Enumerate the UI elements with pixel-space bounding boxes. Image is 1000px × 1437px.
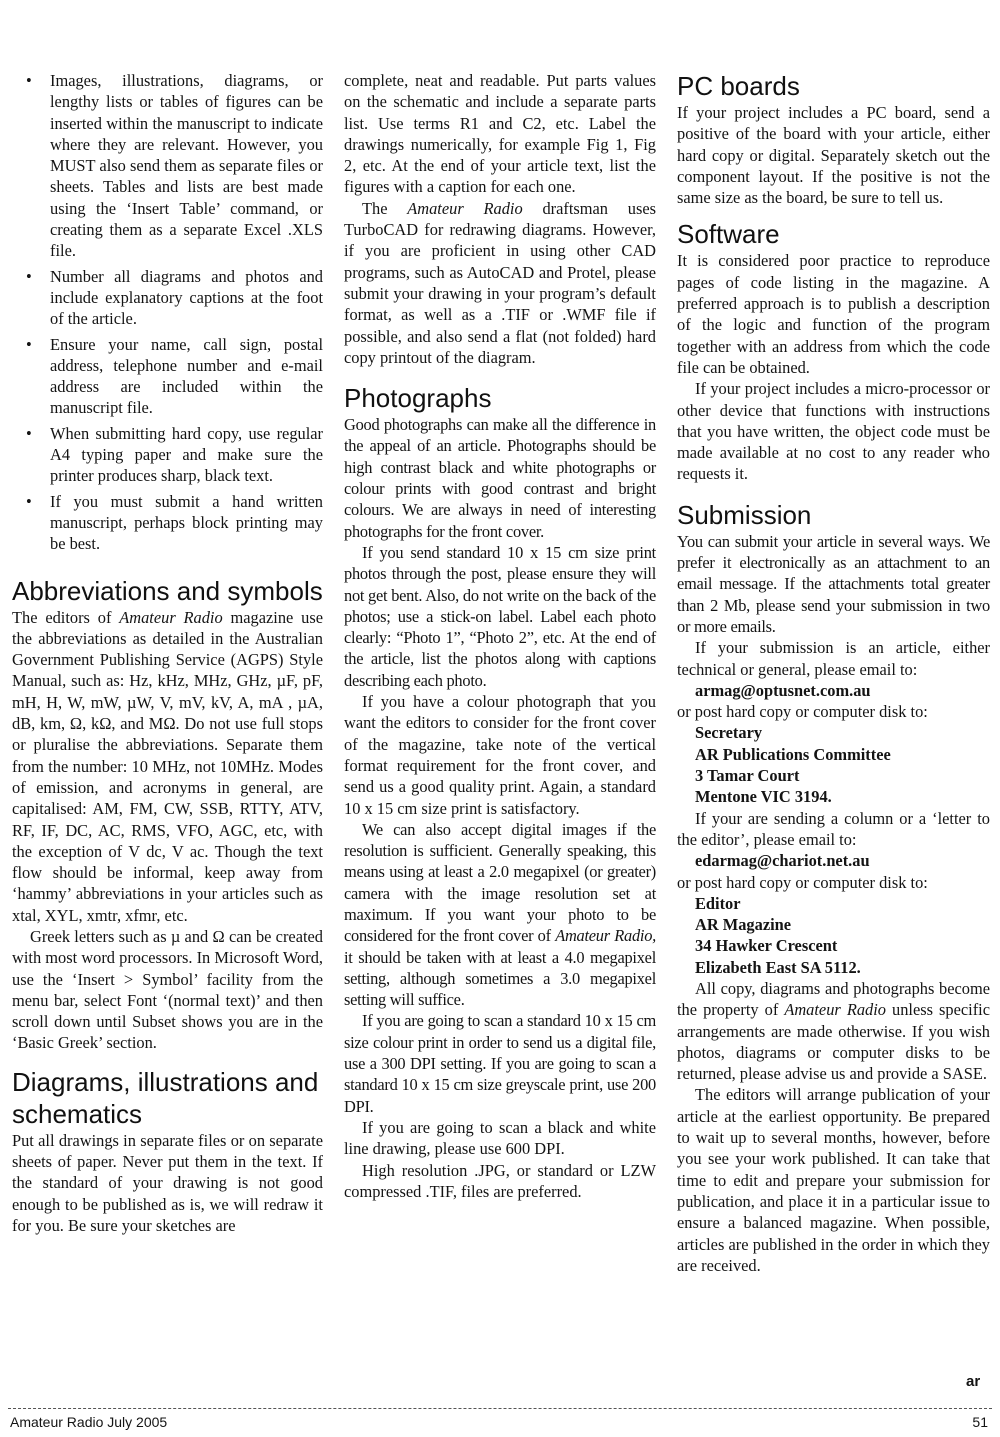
software-heading: Software [677,219,780,250]
abbreviations-heading: Abbreviations and symbols [12,575,323,606]
column-2 [344,70,656,1202]
photographs-paragraph: If you are going to scan a standard 10 x 15 cm size colour print in order to send us a digital file, use a 300 DPI setting. If you are going to scan a standard 10 x 15 cm size greyscale print, use 200 DPI. [344,1011,656,1116]
ar-end-mark: ar [966,1373,981,1390]
diagrams-heading: Diagrams, illustrations and schematics [12,1066,319,1129]
photographs-paragraph: We can also accept digital images if the resolution is sufficient. Generally speaking, this means using at least a 2.0 megapixel (or greater) camera with the image resolution set at maximum. If you want your photo to be considered for the front cover of Amateur Radio, it should be taken with at least a 4.0 megapixel setting, although sometimes a 3.0 megapixel setting will suffice. [344,819,656,1010]
list-item: • Images, illustrations, diagrams, or lengthy lists or tables of figures can be inserted within the manuscript to indicate where they are relevant. However, you MUST also send them as separate files or sheets. Tables and lists are best made using the ‘Insert Table’ command, or creating them as a separate Excel .XLS file. [26,71,323,261]
list-item: • If you must submit a hand written manuscript, perhaps block printing may be best. [26,491,323,554]
submission-paragraph: If your submission is an article, either technical or general, please email to: [677,638,990,679]
pc-boards-heading: PC boards [677,71,800,101]
email-address: edarmag@chariot.net.au [695,851,870,871]
list-item: • Ensure your name, call sign, postal address, telephone number and e-mail address are included within the manuscript file. [26,334,323,418]
submission-paragraph: You can submit your article in several ways. We prefer it electronically as an attachment to an email message. If the attachments total greater than 2 Mb, please send your submission in two or more emails. [677,531,990,636]
software-paragraph: If your project includes a micro-processor or other device that functions with instructions that you have written, the object code must be made available at no cost to any reader who requests it. [677,379,990,484]
footer-publication: Amateur Radio July 2005 [10,1414,168,1430]
page-number: 51 [972,1414,988,1430]
column-3 [677,70,990,1276]
photographs-paragraph: High resolution .JPG, or standard or LZW compressed .TIF, files are preferred. [344,1160,656,1201]
footer-rule [8,1408,992,1409]
diagrams-continued-paragraph: complete, neat and readable. Put parts values on the schematic and include a separate parts list. Use terms R1 and C2, etc. Label the drawings numerically, for example Fig 1, Fig 2, etc. At the end of your article text, list the figures with a caption for each one. [344,71,656,197]
list-item: • When submitting hard copy, use regular A4 typing paper and make sure the printer produces sharp, black text. [26,423,323,486]
postal-address: Secretary AR Publications Committee 3 Tamar Court Mentone VIC 3194. [695,723,891,807]
diagrams-paragraph: Put all drawings in separate files or on separate sheets of paper. Never put them in the text. If the standard of your drawing is not good enough to be published as is, we will redraw it for you. Be sure your sketches are [12,1130,323,1235]
list-item: • Number all diagrams and photos and include explanatory captions at the foot of the article. [26,266,323,329]
pc-boards-paragraph: If your project includes a PC board, send a positive of the board with your article, either hard copy or digital. Separately sketch out the component layout. If the positive is not the same size as the board, be sure to tell us. [677,103,990,208]
post-instruction: or post hard copy or computer disk to: [677,872,928,892]
turbocad-paragraph: The Amateur Radio draftsman uses TurboCAD for redrawing diagrams. However, if you are proficient in using other CAD programs, such as AutoCAD and Protel, please submit your drawing in your program’s default format, as well as a .TIF or .WMF file if possible, and also send a flat (not folded) hard copy printout of the diagram. [344,198,656,367]
photographs-heading: Photographs [344,383,492,414]
photographs-paragraph: Good photographs can make all the difference in the appeal of an article. Photographs should be high contrast black and white photographs or colour prints with good contrast and bright colours. We are always in need of interesting photographs for the front cover. [344,415,656,541]
photographs-paragraph: If you are going to scan a black and white line drawing, please use 600 DPI. [344,1117,656,1159]
post-instruction: or post hard copy or computer disk to: [677,702,928,722]
column-1 [12,70,323,1236]
greek-letters-paragraph: Greek letters such as µ and Ω can be created with most word processors. In Microsoft Word, use the ‘Insert > Symbol’ facility from the menu bar, select Font ‘(normal text)’ and then scroll down until Subset shows you are in the ‘Basic Greek’ section. [12,926,323,1053]
submission-paragraph: All copy, diagrams and photographs become the property of Amateur Radio unless specific arrangements are made otherwise. If you wish photos, diagrams or computer disks to be returned, please advise us and provide a SASE. [677,978,990,1084]
abbreviations-paragraph: The editors of Amateur Radio magazine use the abbreviations as detailed in the Australian Government Publishing Service (AGPS) Style Manual, such as: Hz, kHz, MHz, GHz, µF, pF, mH, H, W, mW, µW, V, mV, kV, A, mA , µA, dB, km, Ω, kΩ, and MΩ. Do not use full stops or pluralise the abbreviations. Separate them from the number: 10 MHz, not 10MHz. Modes of emission, and acronyms in general, are capitalised: AM, FM, CW, SSB, RTTY, ATV, RF, IF, DC, AC, RMS, VFO, AGC, etc, with the exception of V dc, V ac. Though the text flow should be informal, keep away from ‘hammy’ abbreviations in your articles such as xtal, XYL, xmtr, xfmr, etc. [12,607,323,925]
submission-heading: Submission [677,499,812,530]
email-address: armag@optusnet.com.au [695,680,871,700]
submission-paragraph: If your are sending a column or a ‘letter to the editor’, please email to: [677,808,990,849]
photographs-paragraph: If you have a colour photograph that you want the editors to consider for the front cover of the magazine, take note of the vertical format requirement for the front cover, and send us a good quality print. Again, a standard 10 x 15 cm size print is satisfactory. [344,692,656,818]
guideline-list [12,70,323,555]
submission-paragraph: The editors will arrange publication of your article at the earliest opportunity. Be prepared to wait up to several months, however, before you see your work published. It can take that time to edit and prepare your submission for publication, and place it in a particular issue to ensure a balanced magazine. When possible, articles are published in the order in which they are received. [677,1085,990,1275]
postal-address: Editor AR Magazine 34 Hawker Crescent Elizabeth East SA 5112. [695,893,861,977]
software-paragraph: It is considered poor practice to reproduce pages of code listing in the magazine. A preferred approach is to publish a description of the logic and function of the program together with an address from which the code file can be obtained. [677,251,990,377]
photographs-paragraph: If you send standard 10 x 15 cm size print photos through the post, please ensure they will not get bent. Also, do not write on the back of the photos; use a stick-on label. Label each photo clearly: “Photo 1”, “Photo 2”, etc. At the end of the article, list the photos along with captions describing each photo. [344,542,656,690]
